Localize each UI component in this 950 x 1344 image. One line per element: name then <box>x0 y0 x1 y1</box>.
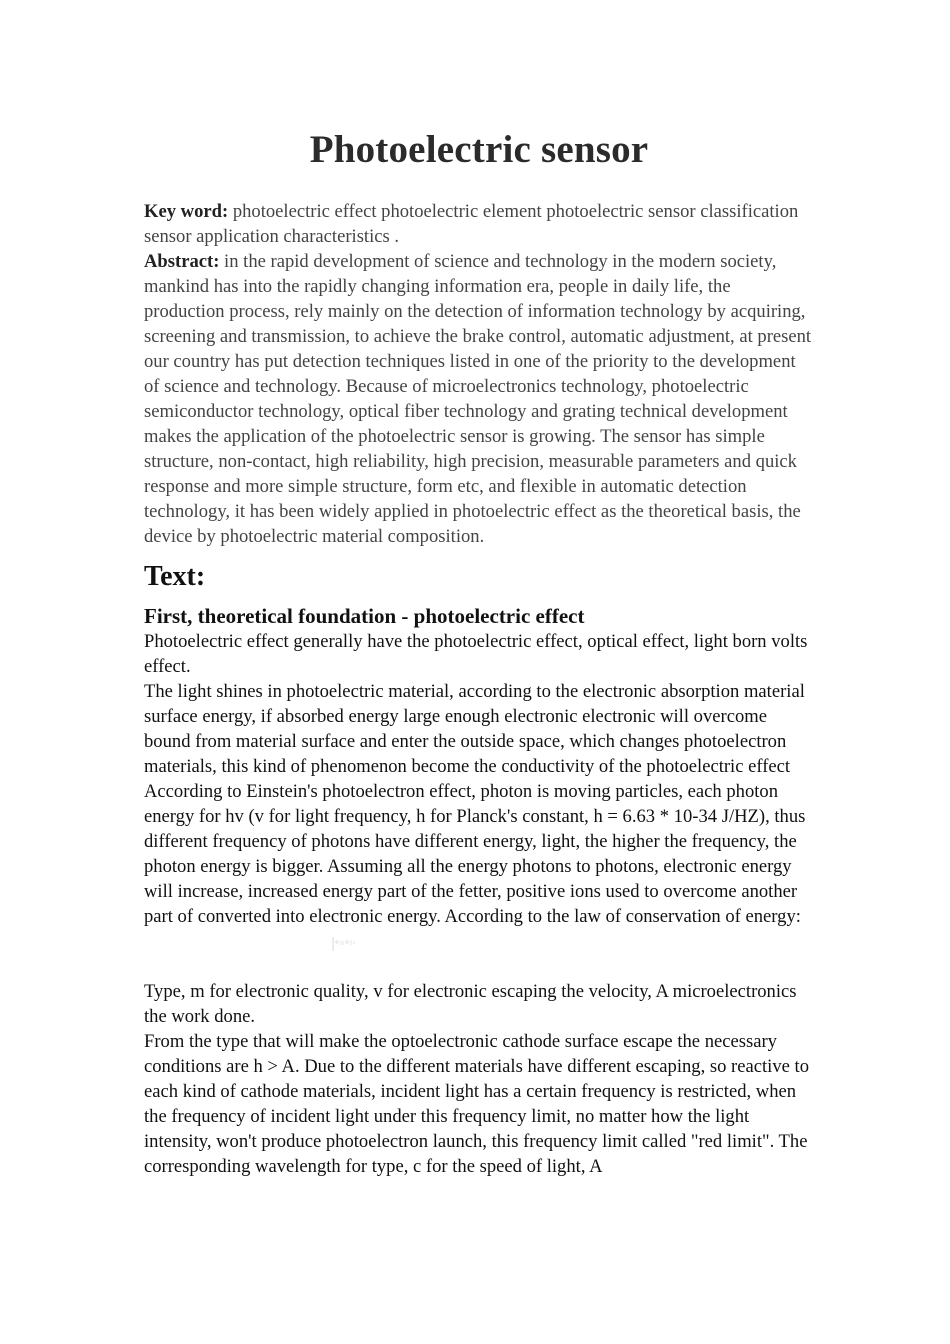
body-paragraph: The light shines in photoelectric material, according to the electronic absorption material surface energy, if absorbed energy large enough electronic electronic will overcome bound from material surface and enter the outside space, which changes photoelectron materials, this kind of phenomenon become the conductivity of the photoelectric effect <box>144 681 805 777</box>
document-page <box>144 0 814 1179</box>
body-paragraph: From the type that will make the optoelectronic cathode surface escape the necessary conditions are h > A. Due to the different materials have different escaping, so reactive to each kind of cathode materials, incident light has a certain frequency is restricted, when the frequency of incident light under this frequency limit, no matter how the light intensity, won't produce photoelectron launch, this frequency limit called "red limit". The corresponding wavelength for type, c for the speed of light, A <box>144 1031 809 1177</box>
body-paragraph: According to Einstein's photoelectron effect, photon is moving particles, each photon energy for hv (v for light frequency, h for Planck's constant, h = 6.63 * 10-34 J/HZ), thus different frequency of photons have different energy, light, the higher the frequency, the photon energy is bigger. Assuming all the energy photons to photons, electronic energy will increase, increased energy part of the fetter, positive ions used to overcome another part of converted into electronic energy. According to the law of conservation of energy: <box>144 781 806 927</box>
formula-block <box>144 929 814 979</box>
body-paragraph: Photoelectric effect generally have the photoelectric effect, optical effect, light born volts effect. <box>144 631 808 677</box>
energy-formula-image <box>331 935 357 953</box>
keywords-paragraph <box>144 199 814 249</box>
text-heading: Text: <box>144 561 206 592</box>
keywords-text: photoelectric effect photoelectric element photoelectric sensor classification sensor application characteristics . <box>144 201 799 247</box>
document-title: Photoelectric sensor <box>309 128 649 171</box>
abstract-label: Abstract: <box>144 251 220 272</box>
keywords-label: Key word: <box>144 201 229 222</box>
front-matter <box>144 199 814 549</box>
body-paragraph: Type, m for electronic quality, v for electronic escaping the velocity, A microelectronics the work done. <box>144 981 797 1027</box>
section-body <box>144 629 814 1179</box>
section-heading: First, theoretical foundation - photoelectric effect <box>144 604 585 628</box>
abstract-text: in the rapid development of science and technology in the modern society, mankind has into the rapidly changing information era, people in daily life, the production process, rely mainly on the detection of information technology by acquiring, screening and transmission, to achieve the brake control, automatic adjustment, at present our country has put detection techniques listed in one of the priority to the development of science and technology. Because of microelectronics technology, photoelectric semiconductor technology, optical fiber technology and grating technical development makes the application of the photoelectric sensor is growing. The sensor has simple structure, non-contact, high reliability, high precision, measurable parameters and quick response and more simple structure, form etc, and flexible in automatic detection technology, it has been widely applied in photoelectric effect as the theoretical basis, the device by photoelectric material composition. <box>144 251 812 547</box>
abstract-paragraph <box>144 249 814 549</box>
